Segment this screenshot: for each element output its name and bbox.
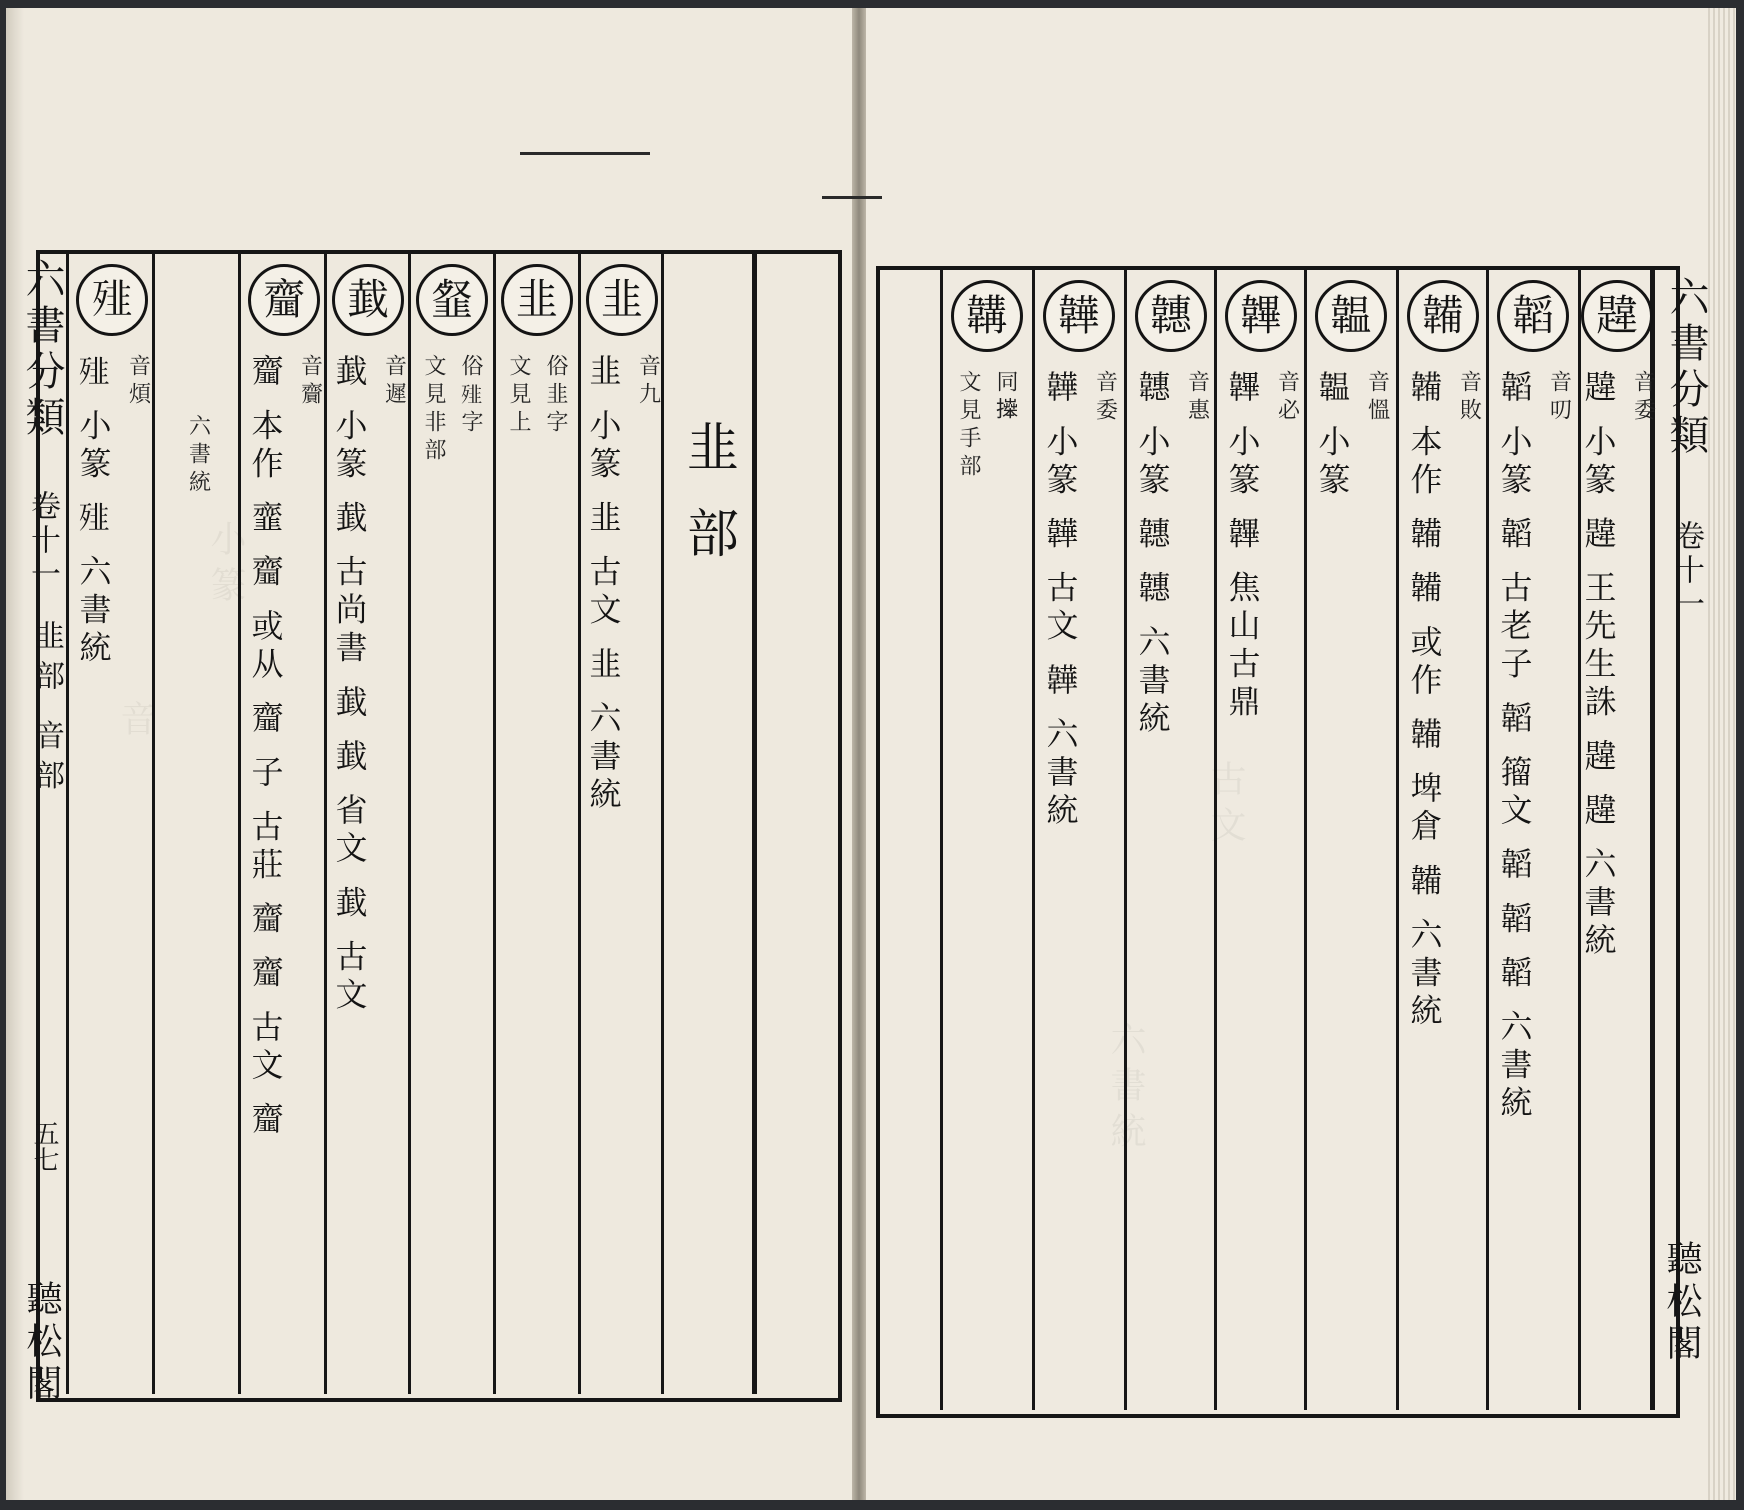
entry-column xyxy=(1218,280,1304,723)
right-margin-title: 六書分類 xyxy=(1663,276,1709,460)
entry-column xyxy=(1308,280,1394,500)
entry-column xyxy=(328,264,408,1015)
entry-headword: 韜 xyxy=(1497,280,1569,352)
entry-forms: 韛 本作 韛 韛 或作 韛 埤倉 韛 六書統 xyxy=(1405,370,1444,1032)
entry-pronunciation: 音惠 xyxy=(1184,370,1210,426)
entry-headword: 韰 xyxy=(416,264,488,336)
entry-note: 俗韭字 xyxy=(543,354,568,438)
entry-column xyxy=(1128,280,1214,739)
entry-headword: 韝 xyxy=(951,280,1023,352)
left-margin-title: 六書分類 xyxy=(19,258,65,442)
entry-forms: 韠 小篆 韠 焦山古鼎 xyxy=(1223,370,1262,723)
entry-forms: 韭 小篆 韭 古文 韭 六書統 xyxy=(584,354,623,815)
press-mark xyxy=(822,196,882,199)
entry-forms: 韞 小篆 xyxy=(1313,370,1352,501)
column-rule xyxy=(1396,270,1399,1410)
entry-pronunciation: 音九 xyxy=(635,354,661,410)
bleed-through-text: 六書統 xyxy=(1105,1020,1146,1158)
entry-headword: 韞 xyxy=(1315,280,1387,352)
column-rule xyxy=(940,270,943,1410)
entry-headword: 齏 xyxy=(248,264,320,336)
entry-headword: 韢 xyxy=(1135,280,1207,352)
entry-headword: 韯 xyxy=(332,264,404,336)
column-rule xyxy=(1032,270,1035,1410)
column-rule xyxy=(1304,270,1307,1410)
entry-pronunciation: 音齎 xyxy=(297,354,323,410)
entry-headword: 𩐁 xyxy=(76,264,148,336)
bleed-through-text: 小篆 xyxy=(205,520,246,612)
continuation-column xyxy=(160,414,236,498)
entry-headword: 韙 xyxy=(1581,280,1653,352)
section-heading-column xyxy=(664,420,752,592)
left-page-edge xyxy=(6,8,24,1500)
bleed-through-text: 音 xyxy=(115,700,156,746)
section-title: 韭部 xyxy=(677,420,738,592)
entry-forms: 韡 小篆 韡 古文 韡 六書統 xyxy=(1041,370,1080,831)
entry-pronunciation: 音叨 xyxy=(1546,370,1572,426)
entry-column xyxy=(498,264,576,438)
right-margin-volume: 卷十一 xyxy=(1669,520,1704,622)
entry-forms: 韯 小篆 韯 古尚書 韯 韯 省文 韯 古文 xyxy=(330,354,369,1016)
entry-forms: 韜 小篆 韜 古老子 韜 籀文 韜 韜 韜 六書統 xyxy=(1495,370,1534,1124)
entry-pronunciation: 音委 xyxy=(1092,370,1118,426)
entry-forms: 韢 小篆 韢 韢 六書統 xyxy=(1133,370,1172,739)
entry-column xyxy=(1400,280,1486,1031)
entry-pronunciation: 音必 xyxy=(1274,370,1300,426)
entry-pronunciation: 音委 xyxy=(1630,370,1656,426)
bleed-through-text: 古文 xyxy=(1205,760,1246,852)
entry-column xyxy=(244,264,324,1140)
entry-forms: 𩐁 小篆 𩐁 六書統 xyxy=(74,354,113,669)
left-publisher: 聽松閣 xyxy=(21,1280,62,1406)
entry-column xyxy=(1579,280,1656,962)
book-gutter xyxy=(852,8,866,1500)
entry-headword: 韠 xyxy=(1225,280,1297,352)
left-page-number: 五七 xyxy=(29,1120,59,1172)
right-page-stacked-edges xyxy=(1708,8,1736,1500)
left-margin-radicals: 韭部 音部 xyxy=(29,620,64,800)
press-mark xyxy=(520,152,650,155)
left-inner-border xyxy=(752,254,757,1394)
entry-note: 文見非部 xyxy=(421,354,446,466)
entry-pronunciation: 同𢷎 xyxy=(993,370,1018,426)
entry-note: 文見手部 xyxy=(956,370,981,482)
entry-note: 文見上 xyxy=(506,354,531,438)
column-rule xyxy=(1486,270,1489,1410)
entry-pronunciation: 音敗 xyxy=(1456,370,1482,426)
entry-headword: 韭 xyxy=(586,264,658,336)
entry-column xyxy=(412,264,492,466)
entry-pronunciation: 音遲 xyxy=(381,354,407,410)
entry-headword: 韛 xyxy=(1407,280,1479,352)
entry-column xyxy=(584,264,660,815)
entry-column xyxy=(72,264,152,669)
entry-column xyxy=(1036,280,1122,831)
column-rule xyxy=(1124,270,1127,1410)
entry-column xyxy=(1490,280,1576,1124)
entry-headword: 韭 xyxy=(501,264,573,336)
entry-pronunciation: 音慍 xyxy=(1364,370,1390,426)
entry-forms: 韙 小篆 韙 王先生誅 韙 韙 六書統 xyxy=(1579,370,1618,962)
entry-note: 俗𩐁字 xyxy=(458,354,483,438)
right-publisher: 聽松閣 xyxy=(1661,1240,1702,1366)
left-margin-volume: 卷十一 xyxy=(25,490,60,592)
entry-pronunciation: 音煩 xyxy=(125,354,151,410)
source-note: 六書統 xyxy=(185,414,211,498)
entry-column xyxy=(944,280,1030,482)
column-rule xyxy=(493,254,496,1394)
entry-headword: 韡 xyxy=(1043,280,1115,352)
entry-forms: 齏 本作 韲 齏 或从 齏 子 古莊 齏 齏 古文 齏 xyxy=(246,354,285,1140)
column-rule xyxy=(238,254,241,1394)
